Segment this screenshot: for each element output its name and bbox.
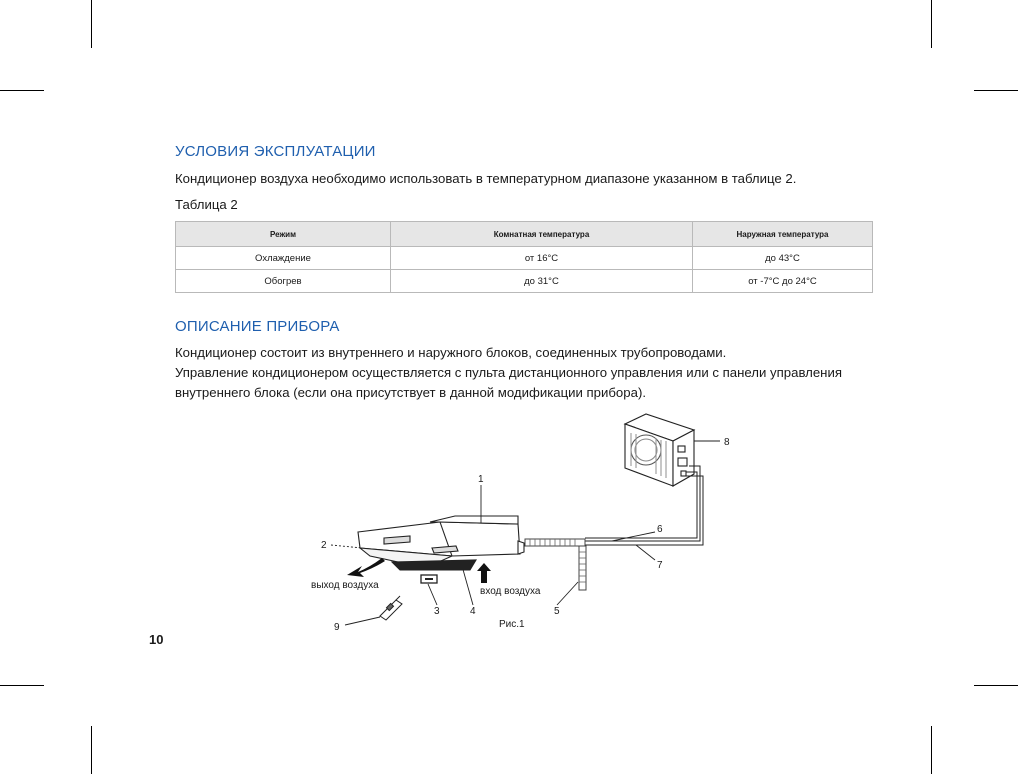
remote-control-illustration: [380, 596, 402, 620]
air-out-arrow: [347, 558, 385, 577]
table-header: Комнатная температура: [391, 222, 693, 247]
air-in-arrow: [477, 563, 491, 583]
table-cell: до 43°С: [693, 247, 873, 270]
page-number: 10: [149, 632, 164, 647]
table-cell: от 16°С: [391, 247, 693, 270]
conditions-text: Кондиционер воздуха необходимо использовать в температурном диапазоне указанном в таблице 2.: [175, 171, 797, 186]
callout-9: 9: [334, 622, 340, 633]
air-out-label: выход воздуха: [311, 580, 379, 591]
table-caption: Таблица 2: [175, 197, 238, 212]
section-title-description: ОПИСАНИЕ ПРИБОРА: [175, 318, 340, 335]
description-line: Управление кондиционером осуществляется с пульта дистанционного управления или с панели управления: [175, 365, 842, 380]
callout-6: 6: [657, 524, 663, 535]
table-cell: Обогрев: [176, 270, 391, 293]
air-in-label: вход воздуха: [480, 586, 541, 597]
outdoor-unit-illustration: [625, 414, 694, 486]
drain-hose: [525, 539, 586, 590]
table-cell: до 31°С: [391, 270, 693, 293]
section-title-conditions: УСЛОВИЯ ЭКСПЛУАТАЦИИ: [175, 143, 376, 160]
description-line: Кондиционер состоит из внутреннего и наружного блоков, соединенных трубопроводами.: [175, 345, 727, 360]
figure-caption: Рис.1: [499, 619, 525, 630]
callout-8: 8: [724, 437, 730, 448]
callout-3: 3: [434, 606, 440, 617]
callout-5: 5: [554, 606, 560, 617]
table-cell: от -7°С до 24°С: [693, 270, 873, 293]
callout-2: 2: [321, 540, 327, 551]
description-line: внутреннего блока (если она присутствует в данной модификации прибора).: [175, 385, 646, 400]
callout-4: 4: [470, 606, 476, 617]
table-cell: Охлаждение: [176, 247, 391, 270]
callout-1: 1: [478, 474, 484, 485]
table-header: Режим: [176, 222, 391, 247]
table-header: Наружная температура: [693, 222, 873, 247]
callout-7: 7: [657, 560, 663, 571]
